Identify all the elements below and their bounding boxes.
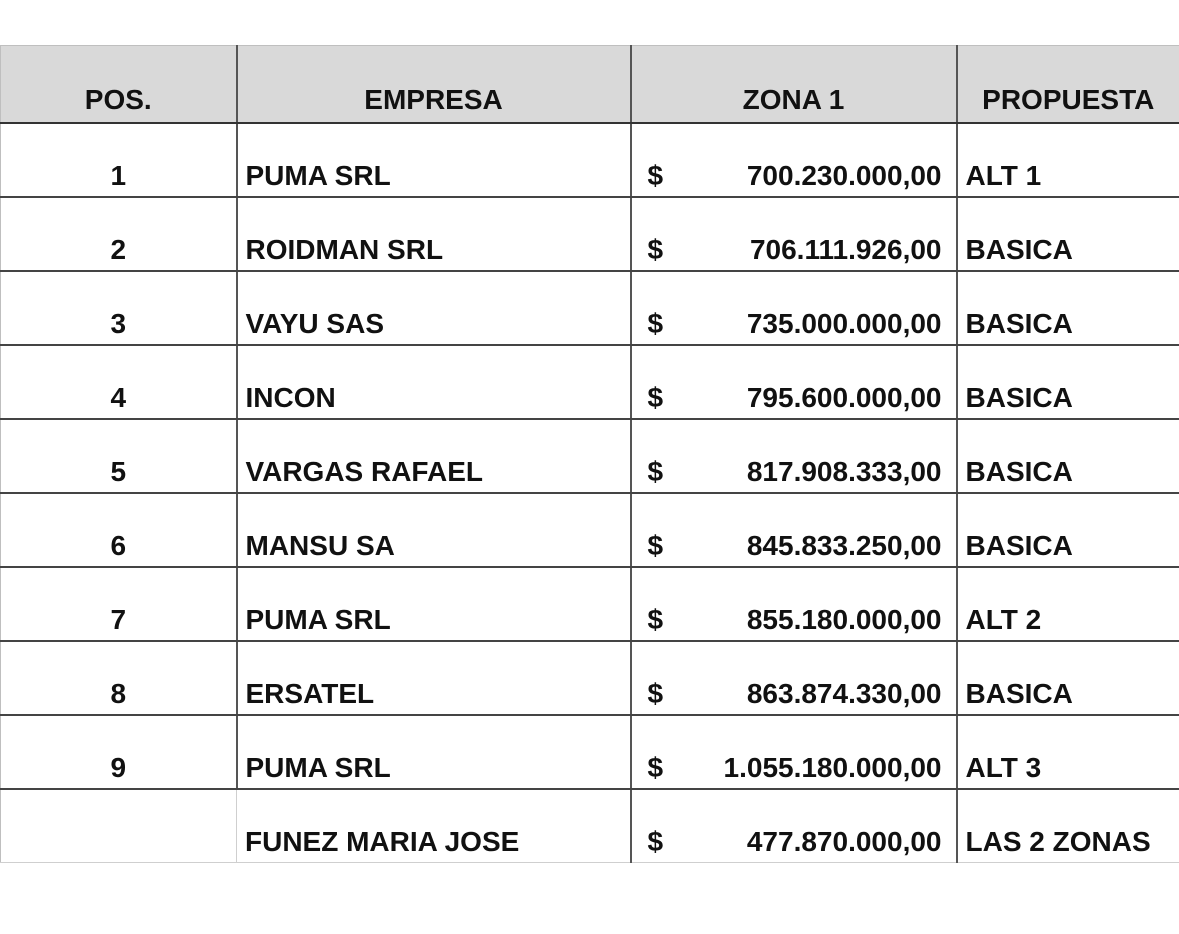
amount-value: 845.833.250,00	[746, 530, 942, 561]
amount-value: 735.000.000,00	[746, 308, 942, 339]
currency-symbol: $	[647, 234, 664, 265]
cell-zona	[631, 419, 957, 493]
table-row	[1, 789, 1179, 863]
cell-pos: 6	[1, 493, 237, 567]
cell-empresa: PUMA SRL	[237, 715, 631, 789]
cell-zona	[631, 271, 957, 345]
table-row	[1, 419, 1179, 493]
cell-pos	[1, 789, 237, 863]
currency-symbol: $	[647, 826, 664, 857]
cell-pos: 9	[1, 715, 237, 789]
amount-value: 817.908.333,00	[746, 456, 942, 487]
amount-value: 700.230.000,00	[746, 160, 942, 191]
cell-empresa: MANSU SA	[237, 493, 631, 567]
header-propuesta: PROPUESTA	[957, 46, 1179, 124]
header-empresa: EMPRESA	[237, 46, 631, 124]
cell-empresa: ROIDMAN SRL	[237, 197, 631, 271]
cell-pos: 1	[1, 123, 237, 197]
currency-symbol: $	[647, 382, 664, 413]
cell-zona	[631, 641, 957, 715]
header-row	[1, 46, 1179, 124]
cell-propuesta: BASICA	[957, 493, 1179, 567]
cell-empresa: INCON	[237, 345, 631, 419]
header-zona: ZONA 1	[631, 46, 957, 124]
amount-value: 795.600.000,00	[746, 382, 942, 413]
cell-empresa: VAYU SAS	[237, 271, 631, 345]
cell-propuesta: ALT 2	[957, 567, 1179, 641]
cell-empresa: FUNEZ MARIA JOSE	[237, 789, 631, 863]
table-row	[1, 493, 1179, 567]
cell-zona	[631, 345, 957, 419]
spreadsheet-table-area	[0, 45, 1179, 863]
cell-propuesta: ALT 1	[957, 123, 1179, 197]
cell-zona	[631, 715, 957, 789]
table-row	[1, 271, 1179, 345]
currency-symbol: $	[647, 678, 664, 709]
amount-value: 706.111.926,00	[749, 234, 942, 265]
cell-zona	[631, 197, 957, 271]
cell-pos: 2	[1, 197, 237, 271]
cell-empresa: PUMA SRL	[237, 567, 631, 641]
cell-empresa: ERSATEL	[237, 641, 631, 715]
table-row	[1, 345, 1179, 419]
cell-propuesta: BASICA	[957, 345, 1179, 419]
cell-zona	[631, 123, 957, 197]
cell-propuesta: BASICA	[957, 419, 1179, 493]
bids-table	[0, 45, 1179, 863]
amount-value: 1.055.180.000,00	[723, 752, 942, 783]
amount-value: 477.870.000,00	[746, 826, 942, 857]
currency-symbol: $	[647, 308, 664, 339]
currency-symbol: $	[647, 456, 664, 487]
cell-pos: 4	[1, 345, 237, 419]
table-row	[1, 567, 1179, 641]
cell-zona	[631, 567, 957, 641]
cell-propuesta: BASICA	[957, 271, 1179, 345]
cell-propuesta: BASICA	[957, 641, 1179, 715]
currency-symbol: $	[647, 160, 664, 191]
cell-empresa: PUMA SRL	[237, 123, 631, 197]
cell-empresa: VARGAS RAFAEL	[237, 419, 631, 493]
cell-pos: 3	[1, 271, 237, 345]
currency-symbol: $	[647, 604, 664, 635]
cell-pos: 8	[1, 641, 237, 715]
amount-value: 855.180.000,00	[746, 604, 942, 635]
cell-pos: 7	[1, 567, 237, 641]
currency-symbol: $	[647, 530, 664, 561]
cell-zona	[631, 493, 957, 567]
header-pos: POS.	[1, 46, 237, 124]
cell-zona	[631, 789, 957, 863]
currency-symbol: $	[647, 752, 664, 783]
amount-value: 863.874.330,00	[746, 678, 942, 709]
cell-propuesta: LAS 2 ZONAS	[957, 789, 1179, 863]
cell-propuesta: ALT 3	[957, 715, 1179, 789]
cell-propuesta: BASICA	[957, 197, 1179, 271]
table-row	[1, 123, 1179, 197]
cell-pos: 5	[1, 419, 237, 493]
table-row	[1, 715, 1179, 789]
table-row	[1, 197, 1179, 271]
table-row	[1, 641, 1179, 715]
